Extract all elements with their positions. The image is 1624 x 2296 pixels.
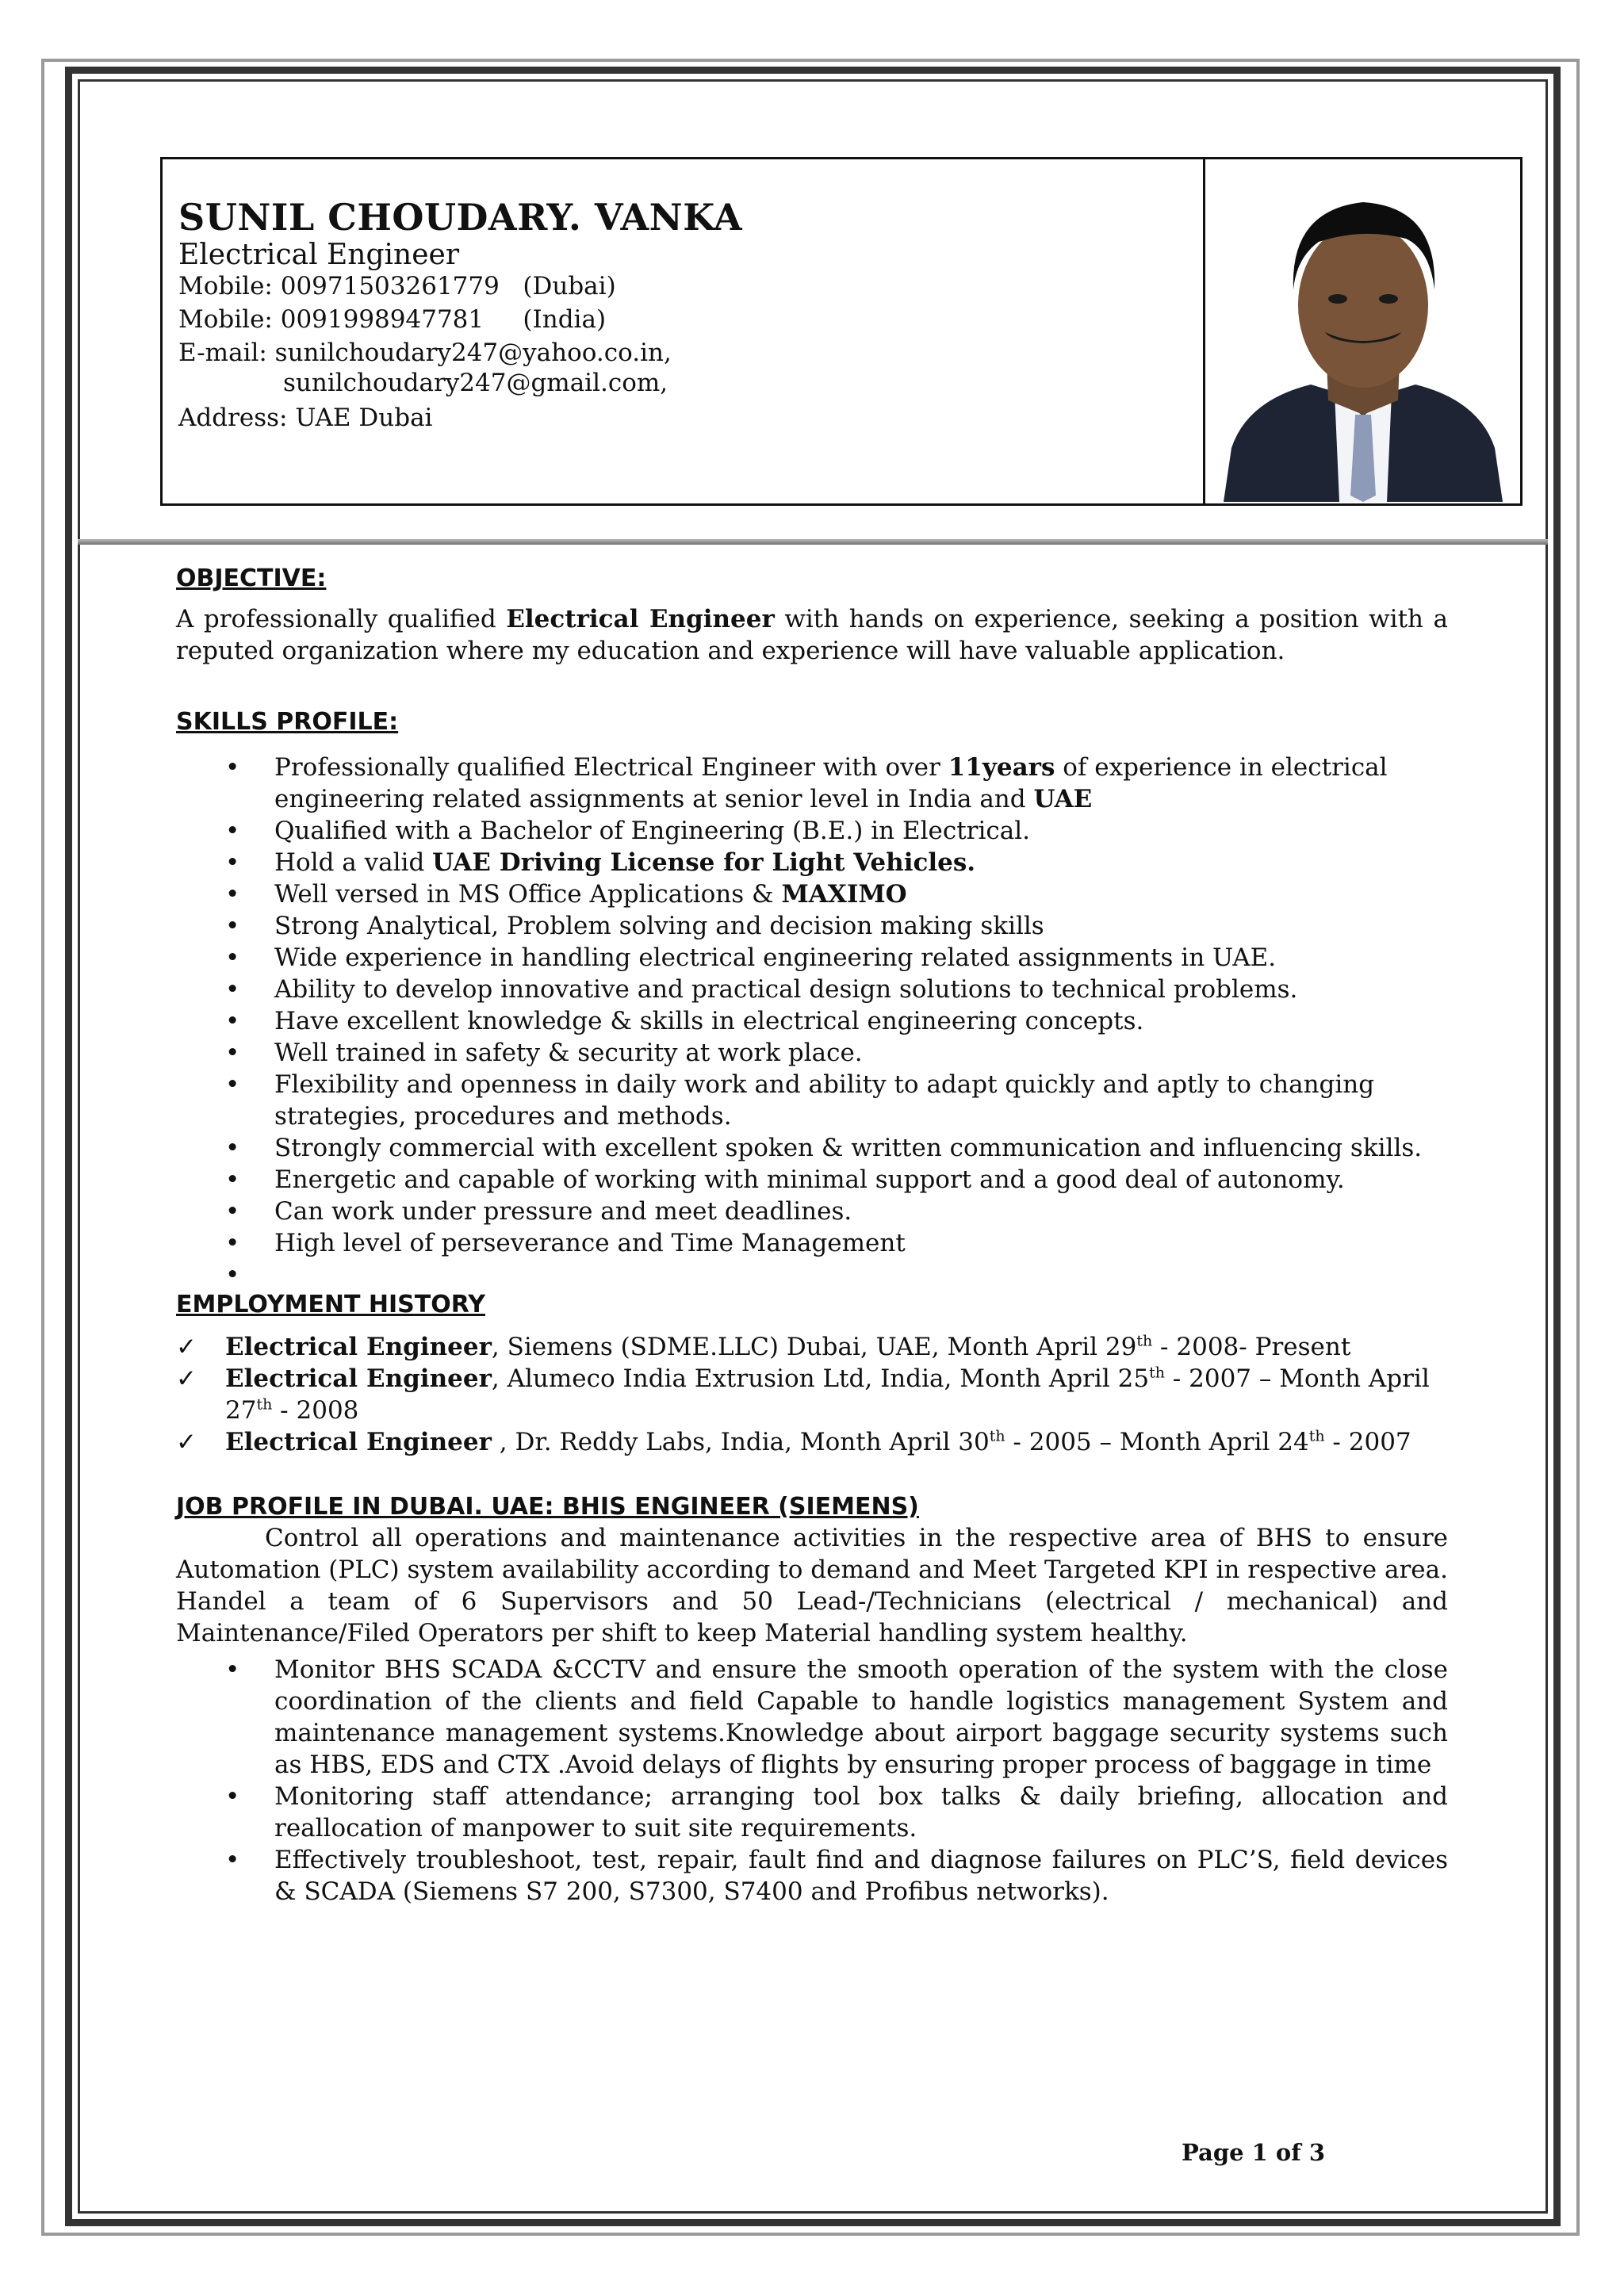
list-item: • Qualified with a Bachelor of Engineering (B.E.) in Electrical. <box>225 817 1031 845</box>
employment-heading: EMPLOYMENT HISTORY <box>176 1291 485 1318</box>
skills-list <box>176 752 1448 1291</box>
mobile-dubai: Mobile: 00971503261779 (Dubai) <box>178 272 616 300</box>
mobile-india: Mobile: 0091998947781 (India) <box>178 305 607 334</box>
list-item: • Hold a valid UAE Driving License for Light Vehicles. <box>225 848 976 877</box>
list-item: • Well trained in safety & security at work place. <box>225 1039 863 1067</box>
list-item: • Professionally qualified Electrical Engineer with over 11years of experience in electrical engineering related assignments at senior level in India and UAE <box>225 753 1388 813</box>
profile-photo <box>1208 163 1519 502</box>
list-item-empty: • <box>225 1261 240 1289</box>
list-item: • Monitoring staff attendance; arranging tool box talks & daily briefing, allocation and reallocation of manpower to suit site requirements. <box>225 1782 1448 1843</box>
list-item: • Strongly commercial with excellent spoken & written communication and influencing skills. <box>225 1134 1423 1162</box>
email-primary: E-mail: sunilchoudary247@yahoo.co.in, <box>178 339 672 367</box>
check-icon: ✓ <box>176 1364 197 1393</box>
list-item: • Have excellent knowledge & skills in electrical engineering concepts. <box>225 1007 1144 1035</box>
employment-item: ✓ Electrical Engineer, Alumeco India Extrusion Ltd, India, Month April 25th - 2007 – Month April 27th - 2008 <box>176 1364 1430 1425</box>
objective-heading: OBJECTIVE: <box>176 564 327 592</box>
list-item: • Well versed in MS Office Applications & MAXIMO <box>225 880 907 909</box>
list-item: • Flexibility and openness in daily work and ability to adapt quickly and aptly to changing strategies, procedures and methods. <box>225 1070 1375 1131</box>
employment-item: ✓ Electrical Engineer, Siemens (SDME.LLC) Dubai, UAE, Month April 29th - 2008- Present <box>176 1332 1351 1361</box>
candidate-title: Electrical Engineer <box>178 239 460 271</box>
list-item: • Monitor BHS SCADA &CCTV and ensure the smooth operation of the system with the close coordination of the clients and field Capable to handle logistics management System and maintenance management systems.Knowledge about airport baggage security systems such as HBS, EDS and CTX .Avoid delays of flights by ensuring proper process of baggage in time <box>225 1655 1448 1779</box>
list-item: • Effectively troubleshoot, test, repair, fault find and diagnose failures on PLC’S, field devices & SCADA (Siemens S7 200, S7300, S7400 and Profibus networks). <box>225 1846 1448 1906</box>
header-rule <box>78 539 1548 545</box>
list-item: • Energetic and capable of working with minimal support and a good deal of autonomy. <box>225 1165 1345 1194</box>
objective-text: A professionally qualified Electrical Engineer with hands on experience, seeking a position with a reputed organization where my education and experience will have valuable application. <box>176 605 1448 665</box>
list-item: • Ability to develop innovative and practical design solutions to technical problems. <box>225 975 1298 1004</box>
check-icon: ✓ <box>176 1333 197 1361</box>
resume-body <box>176 564 1448 1908</box>
email-secondary: sunilchoudary247@gmail.com, <box>283 369 668 397</box>
photo-divider <box>1203 159 1205 503</box>
employment-list <box>176 1331 1448 1458</box>
candidate-name: SUNIL CHOUDARY. VANKA <box>178 196 743 239</box>
list-item: • Can work under pressure and meet deadlines. <box>225 1197 852 1226</box>
skills-heading: SKILLS PROFILE: <box>176 708 399 736</box>
check-icon: ✓ <box>176 1428 197 1456</box>
page-number: Page 1 of 3 <box>1182 2139 1326 2166</box>
employment-item: ✓ Electrical Engineer , Dr. Reddy Labs, India, Month April 30th - 2005 – Month April 24th - 2007 <box>176 1427 1411 1456</box>
job-profile-intro: Control all operations and maintenance activities in the respective area of BHS to ensure Automation (PLC) system availability according to demand and Meet Targeted KPI in respective area. Handel a team of 6 Supervisors and 50 Lead-/Technicians (electrical / mechanical) and Maintenance/Filed Operators per shift to keep Material handling system healthy. <box>176 1524 1448 1647</box>
list-item: • High level of perseverance and Time Management <box>225 1229 906 1257</box>
header-box <box>160 157 1522 506</box>
address: Address: UAE Dubai <box>178 404 433 432</box>
list-item: • Wide experience in handling electrical engineering related assignments in UAE. <box>225 943 1277 972</box>
list-item: • Strong Analytical, Problem solving and decision making skills <box>225 912 1044 940</box>
job-profile-list <box>176 1654 1448 1908</box>
job-profile-heading: JOB PROFILE IN DUBAI. UAE: BHIS ENGINEER (SIEMENS) <box>176 1493 919 1521</box>
